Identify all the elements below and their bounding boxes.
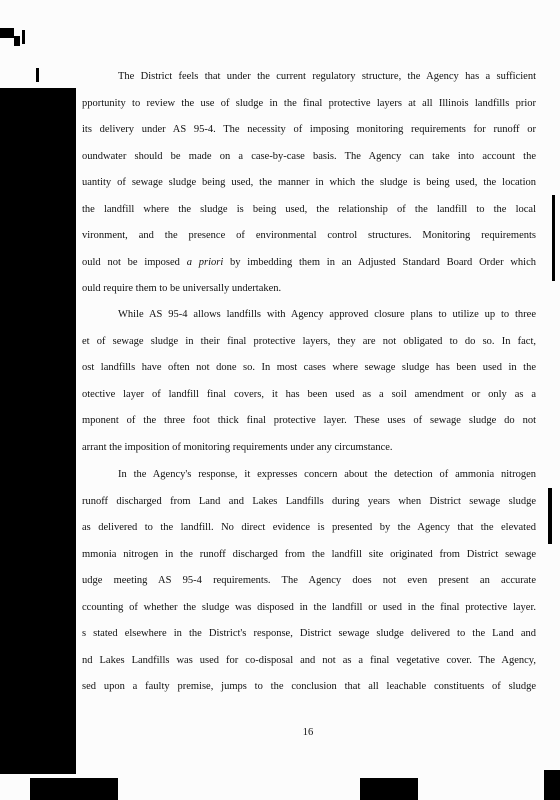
text-line: as delivered to the landfill. No direct evidence is presented by the Agency that the elevated: [82, 522, 536, 533]
text-line: ould not be imposed a priori by imbedding them in an Adjusted Standard Board Order which: [82, 256, 536, 268]
text-line: nd Lakes Landfills was used for co-disposal and not as a final vegetative cover. The Agency,: [82, 654, 536, 666]
text-line: ould require them to be universally undertaken.: [82, 283, 282, 294]
text-line: et of sewage sludge in their final protective layers, they are not obligated to do so. In fact,: [82, 335, 536, 347]
text-line: arrant the imposition of monitoring requirements under any circumstance.: [82, 441, 393, 453]
scan-artifact: [22, 30, 25, 44]
text-line: ccounting of whether the sludge was disposed in the landfill or used in the final protective layer.: [82, 601, 536, 613]
paragraph-2: [82, 302, 536, 461]
scan-artifact: [360, 778, 418, 800]
text-line: uantity of sewage sludge being used, the manner in which the sludge is being used, the location: [82, 177, 536, 188]
emphasis: a priori: [186, 256, 224, 268]
scan-artifact: [36, 68, 39, 82]
paragraph-1: [82, 64, 536, 303]
text-line: The District feels that under the current regulatory structure, the Agency has a sufficient: [118, 71, 536, 82]
text-line: oundwater should be made on a case-by-case basis. The Agency can take into account the: [82, 150, 536, 162]
text-line: udge meeting AS 95-4 requirements. The Agency does not even present an accurate: [82, 575, 536, 586]
text-line: mponent of the three foot thick final protective layer. These uses of sewage sludge do not: [82, 415, 536, 426]
text-line: ost landfills have often not done so. In most cases where sewage sludge has been used in the: [82, 362, 536, 373]
text-line: In the Agency's response, it expresses concern about the detection of ammonia nitrogen: [118, 469, 536, 480]
scan-artifact: [14, 36, 20, 46]
text-line: its delivery under AS 95-4. The necessity of imposing monitoring requirements for runoff or: [82, 124, 536, 135]
scan-artifact: [544, 770, 560, 800]
text-line: While AS 95-4 allows landfills with Agency approved closure plans to utilize up to three: [118, 309, 536, 320]
scan-artifact: [552, 195, 555, 281]
page-number: 16: [302, 727, 314, 738]
scan-artifact: [548, 488, 552, 544]
text-line: mmonia nitrogen in the runoff discharged from the landfill site originated from District sewage: [82, 548, 536, 560]
text-line: pportunity to review the use of sludge in the final protective layers at all Illinois landfills prior: [82, 97, 536, 109]
text-line: runoff discharged from Land and Lakes Landfills during years when District sewage sludge: [82, 495, 536, 507]
text-line: the landfill where the sludge is being used, the relationship of the landfill to the local: [82, 203, 536, 215]
paragraph-3: [82, 462, 536, 701]
scan-artifact: [30, 778, 118, 800]
text-line: otective layer of landfill final covers, it has been used as a soil amendment or only as a: [82, 388, 536, 400]
text-line: sed upon a faulty premise, jumps to the conclusion that all leachable constituents of sludge: [82, 681, 536, 692]
text-line: s stated elsewhere in the District's response, District sewage sludge delivered to the Land and: [82, 628, 536, 639]
scan-artifact: [0, 28, 14, 38]
scan-edge-shadow: [0, 88, 76, 774]
text-line: vironment, and the presence of environmental control structures. Monitoring requirements: [82, 230, 536, 241]
